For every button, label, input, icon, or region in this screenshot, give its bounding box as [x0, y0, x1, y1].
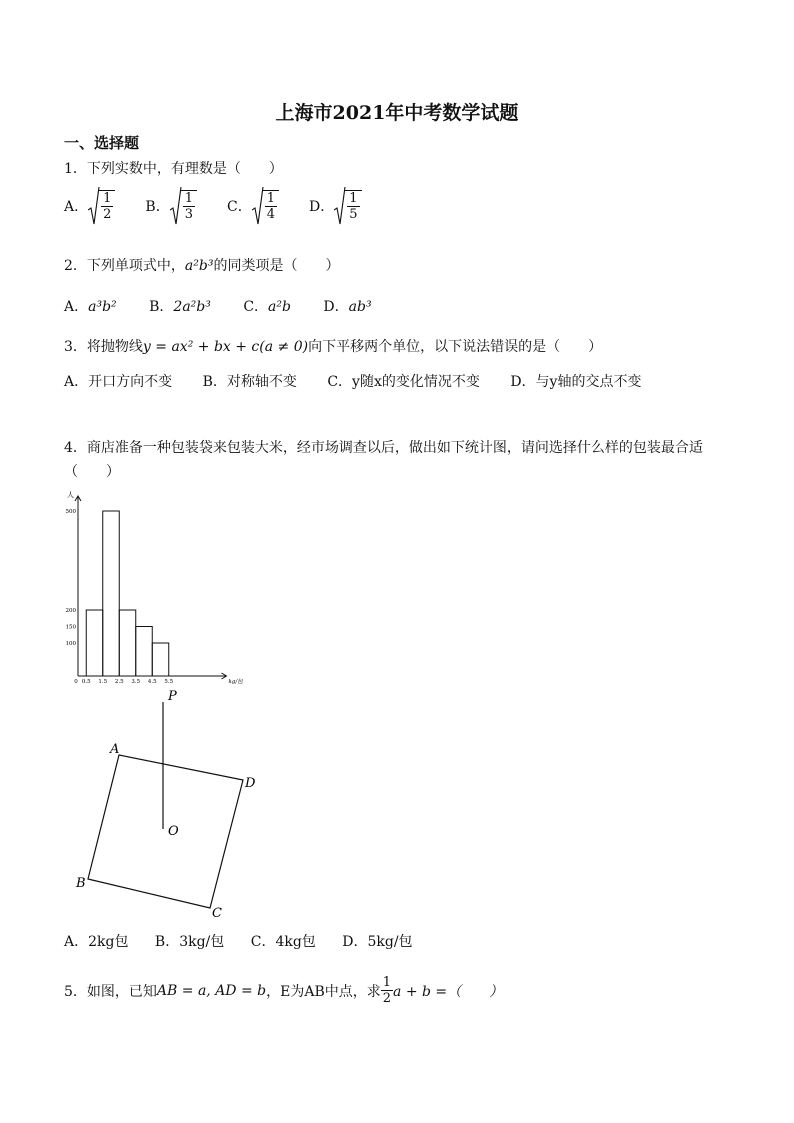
y-axis-label: 人: [67, 491, 74, 499]
q4-options: [64, 931, 413, 951]
y-tick-label: 100: [65, 641, 76, 647]
q4-stem-line2: （ ）: [64, 464, 120, 480]
q2-options: [64, 296, 372, 316]
q4-stem-line1: 4．商店准备一种包装袋来包装大米，经市场调查以后，做出如下统计图，请问选择什么样的包装最合适: [64, 440, 703, 456]
q5-half-fraction: $\frac{1}{2}$: [382, 975, 392, 1006]
sqrt-symbol: [334, 186, 361, 226]
q3-stem: [64, 336, 602, 356]
page-title: 上海市2021年中考数学试题: [275, 102, 519, 124]
x-tick-label: 1.5: [98, 679, 108, 684]
histogram-bar: [119, 610, 136, 676]
q5-stem: [64, 975, 503, 1006]
q4-option-c: C．4kg包: [250, 934, 316, 950]
q2-stem: [64, 255, 339, 275]
label-a: A: [110, 742, 120, 757]
histogram-bar: [136, 627, 153, 677]
sqrt-symbol: [252, 186, 279, 226]
q3-stem-pre: 3．将抛物线: [64, 339, 143, 355]
q5-stem-pre: 5．如图，已知: [64, 983, 157, 1000]
label-p: P: [168, 689, 177, 704]
q3-options: [64, 371, 641, 391]
q1-fraction: $\frac{1}{5}$: [349, 191, 358, 222]
q1-option-a: A． $\frac{1}{2}$: [64, 186, 115, 226]
sqrt-symbol: [170, 186, 197, 226]
q5-stem-mid: ，E为AB中点，求: [266, 983, 381, 1000]
histogram-bar: [86, 610, 103, 676]
square-abcd: [88, 755, 243, 908]
label-o: O: [168, 824, 179, 839]
q1-fraction: $\frac{1}{2}$: [103, 191, 112, 222]
q2-stem-expr: a²b³: [184, 258, 214, 274]
y-tick-label: 500: [65, 509, 76, 515]
q3-option-d: D．与y轴的交点不变: [510, 374, 642, 390]
q4-option-a: A．2kg包: [64, 934, 129, 950]
q1-option-d: D． $\frac{1}{5}$: [309, 186, 362, 226]
q3-option-a: A．开口方向不变: [64, 374, 173, 390]
q2-option-c: C．a²b: [243, 299, 291, 315]
sqrt-symbol: [88, 186, 115, 226]
x-tick-label: 0: [74, 679, 78, 684]
label-c: C: [212, 906, 222, 921]
section-heading: 一、选择题: [64, 134, 140, 152]
x-tick-label: 3.5: [131, 679, 141, 684]
q5-vectors: AB = a, AD = b: [156, 982, 267, 999]
q1-fraction: $\frac{1}{3}$: [184, 191, 193, 222]
q1-options: [64, 186, 392, 226]
q2-option-d: D．ab³: [323, 299, 372, 315]
x-axis-label: kg/包: [228, 679, 243, 684]
q4-option-b: B．3kg/包: [154, 934, 225, 950]
x-tick-label: 2.5: [114, 679, 124, 684]
label-d: D: [245, 776, 256, 791]
q2-option-b: B．2a²b³: [149, 299, 211, 315]
q1-option-c: C． $\frac{1}{4}$: [227, 186, 279, 226]
q2-stem-post: 的同类项是（ ）: [213, 258, 340, 274]
histogram-bar: [152, 643, 169, 676]
x-tick-label: 5.5: [164, 679, 174, 684]
geometry-figure: [60, 684, 280, 924]
q5-expr: a + b =（ ）: [393, 983, 504, 1000]
y-tick-label: 150: [65, 624, 76, 631]
histogram-bar: [103, 511, 120, 676]
q4-option-d: D．5kg/包: [342, 934, 413, 950]
q3-option-b: B．对称轴不变: [202, 374, 297, 390]
label-b: B: [76, 876, 86, 891]
x-tick-label: 0.5: [81, 679, 91, 684]
x-tick-label: 4.5: [147, 679, 157, 684]
q3-option-c: C．y随x的变化情况不变: [327, 374, 480, 390]
histogram-chart: [60, 488, 250, 684]
q2-option-a: A．a³b²: [64, 299, 117, 315]
q1-stem: 1．下列实数中，有理数是（ ）: [64, 161, 283, 177]
q1-fraction: $\frac{1}{4}$: [266, 191, 275, 222]
q3-stem-expr: y = ax² + bx + c(a ≠ 0): [142, 339, 309, 355]
q1-option-b: B． $\frac{1}{3}$: [145, 186, 197, 226]
q2-stem-pre: 2．下列单项式中，: [64, 258, 185, 274]
y-tick-label: 200: [65, 608, 76, 614]
q3-stem-post: 向下平移两个单位，以下说法错误的是（ ）: [308, 339, 603, 355]
